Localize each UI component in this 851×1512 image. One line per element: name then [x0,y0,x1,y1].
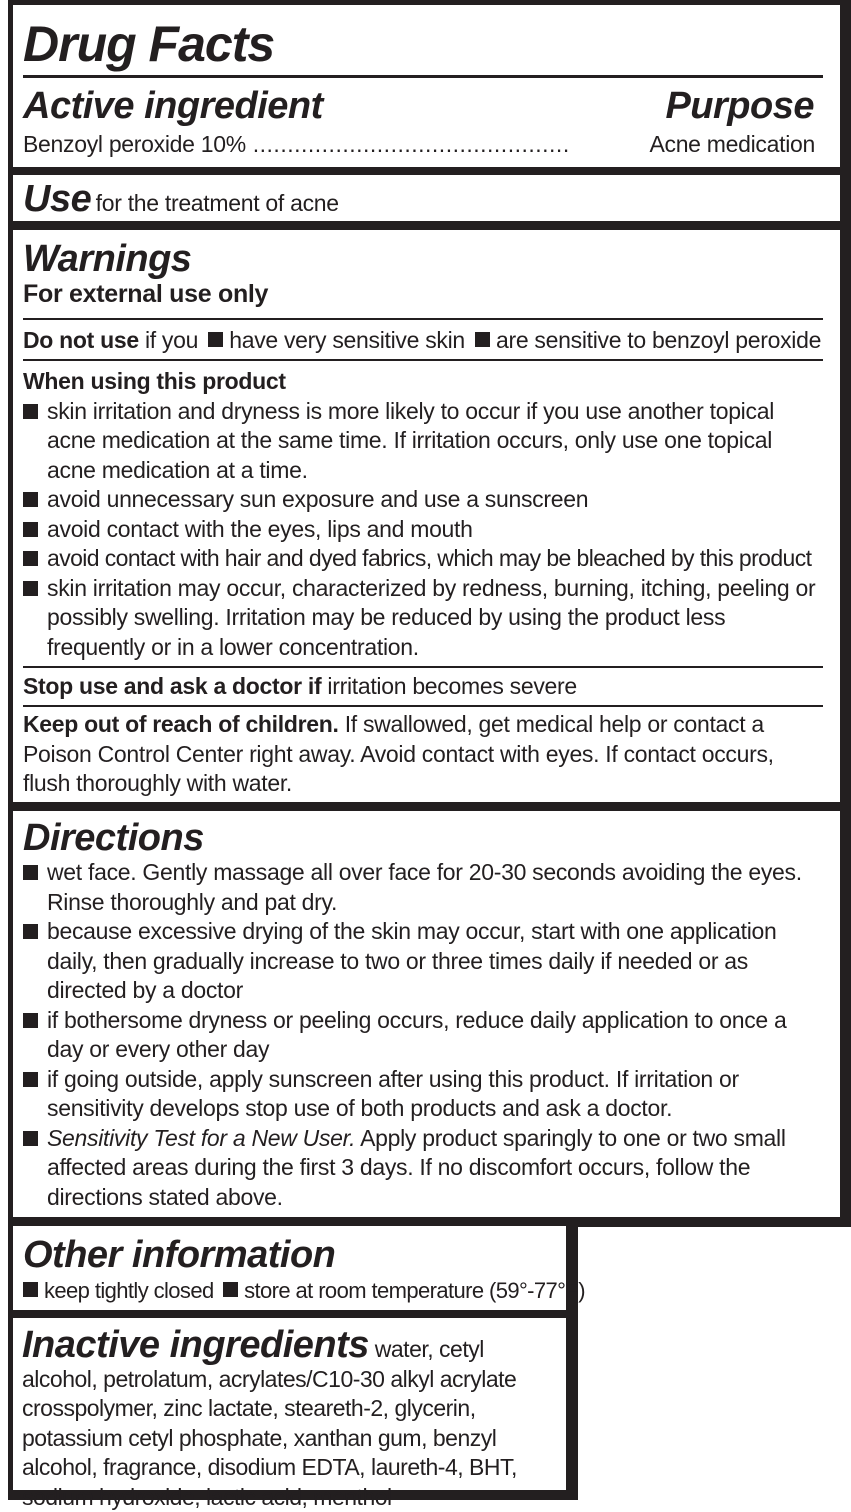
bullet-square-icon [208,332,223,347]
bullet-square-icon [23,1013,38,1028]
list-item [23,1124,818,1213]
use-line [23,180,339,219]
bullet-square-icon [23,1282,38,1297]
directions-item-4: if going outside, apply sunscreen after using this product. If irritation or sensitivity develops stop use of both products and ask a doctor. [47,1065,739,1121]
use-box [13,175,840,221]
inactive-ingredients-text: water, cetyl alcohol, petrolatum, acrylates/C10-30 alkyl acrylate crosspolymer, zinc lactate, steareth-2, glycerin, potassium cetyl phosphate, xanthan gum, benzyl alcohol, fragrance, disodium EDTA, laureth-4, BHT, sodium hydroxide, lactic acid, menthol [22,1336,517,1510]
bullet-square-icon [23,924,38,939]
active-ingredient-name: Benzoyl peroxide 10% [23,131,246,157]
use-text: for the treatment of acne [95,190,339,216]
when-using-item-2: avoid unnecessary sun exposure and use a sunscreen [47,486,589,512]
sensitivity-test-text: Apply product sparingly to one or two small affected areas during the first 3 days. If no discomfort occurs, follow the directions stated above. [47,1124,786,1210]
other-information-line [23,1276,585,1306]
directions-item-2: because excessive drying of the skin may occur, start with one application daily, then gradually increase to two or three times daily if needed or as directed by a doctor [47,918,777,1003]
when-using-item-1: skin irritation and dryness is more likely to occur if you use another topical acne medication at the same time. If irritation occurs, only use one topical acne medication at a time. [47,397,774,483]
bullet-square-icon [475,332,490,347]
warnings-rule-3 [23,666,823,668]
when-using-item-5: skin irritation may occur, characterized by redness, burning, itching, peeling or possibly swelling. Irritation may be reduced by using the product less frequently or in a lower concentration. [47,574,816,660]
list-item [23,544,823,574]
sensitivity-test-label: Sensitivity Test for a New User. [47,1124,356,1151]
warnings-heading: Warnings [23,238,192,280]
title-rule [23,75,823,78]
active-ingredient-purpose: Acne medication [647,130,815,160]
directions-heading: Directions [23,817,204,859]
bullet-square-icon [23,492,38,507]
bullet-square-icon [223,1282,238,1297]
list-item [23,1006,818,1065]
other-item-1: keep tightly closed [44,1278,214,1303]
bullet-square-icon [23,865,38,880]
purpose-heading: Purpose [665,85,814,127]
when-using-label: When using this product [23,368,286,394]
keep-out-text: If swallowed, get medical help or contact a Poison Control Center right away. Avoid contact with eyes. If contact occurs, flush thoroughly with water. [23,711,774,796]
list-item [23,485,823,515]
list-item [23,397,823,486]
active-ingredient-row [23,130,815,160]
drug-facts-title: Drug Facts [23,16,275,72]
bullet-square-icon [23,404,38,419]
list-item [23,917,818,1006]
bullet-square-icon [23,1131,38,1146]
bullet-square-icon [23,581,38,596]
do-not-use-label: Do not use [23,327,139,353]
other-item-2: store at room temperature (59°-77°F) [244,1278,585,1303]
when-using-section [23,367,823,662]
do-not-use-line [23,326,821,356]
bullet-square-icon [23,522,38,537]
use-heading: Use [23,178,92,220]
bullet-square-icon [23,1072,38,1087]
list-item [23,1065,818,1124]
active-ingredient-heading: Active ingredient [23,85,323,127]
when-using-item-3: avoid contact with the eyes, lips and mouth [47,515,473,542]
bullet-square-icon [23,551,38,566]
keep-out-label: Keep out of reach of children. [23,711,339,737]
when-using-item-4: avoid contact with hair and dyed fabrics, which may be bleached by this product [47,545,812,571]
warnings-rule-1 [23,318,823,320]
stop-use-text: irritation becomes severe [327,673,577,699]
directions-item-1: wet face. Gently massage all over face for 20-30 seconds avoiding the eyes. Rinse thoroughly and pat dry. [47,859,802,915]
dot-leader: .............................................. [245,131,570,157]
other-information-box [13,1226,585,1310]
warnings-rule-2 [23,359,823,361]
directions-item-3: if bothersome dryness or peeling occurs, reduce daily application to once a day or every other day [47,1006,787,1062]
drug-facts-header-box [13,5,840,167]
keep-out-of-reach [23,710,818,799]
directions-list [23,858,818,1212]
inactive-ingredients-box [13,1318,566,1510]
list-item [23,858,818,917]
stop-use-line [23,672,577,702]
other-information-heading: Other information [23,1234,336,1276]
list-item [23,574,823,663]
warnings-rule-4 [23,705,823,707]
do-not-use-item-1: have very sensitive skin [229,327,465,353]
do-not-use-item-2: are sensitive to benzoyl peroxide [496,327,822,353]
directions-box [13,811,840,1217]
external-use-only: For external use only [23,280,269,308]
inactive-ingredients-heading: Inactive ingredients [22,1324,369,1366]
warnings-box [13,230,840,802]
inactive-ingredients-paragraph [22,1326,562,1512]
stop-use-label: Stop use and ask a doctor if [23,673,322,699]
list-item [23,515,823,545]
do-not-use-lead: if you [144,327,199,353]
